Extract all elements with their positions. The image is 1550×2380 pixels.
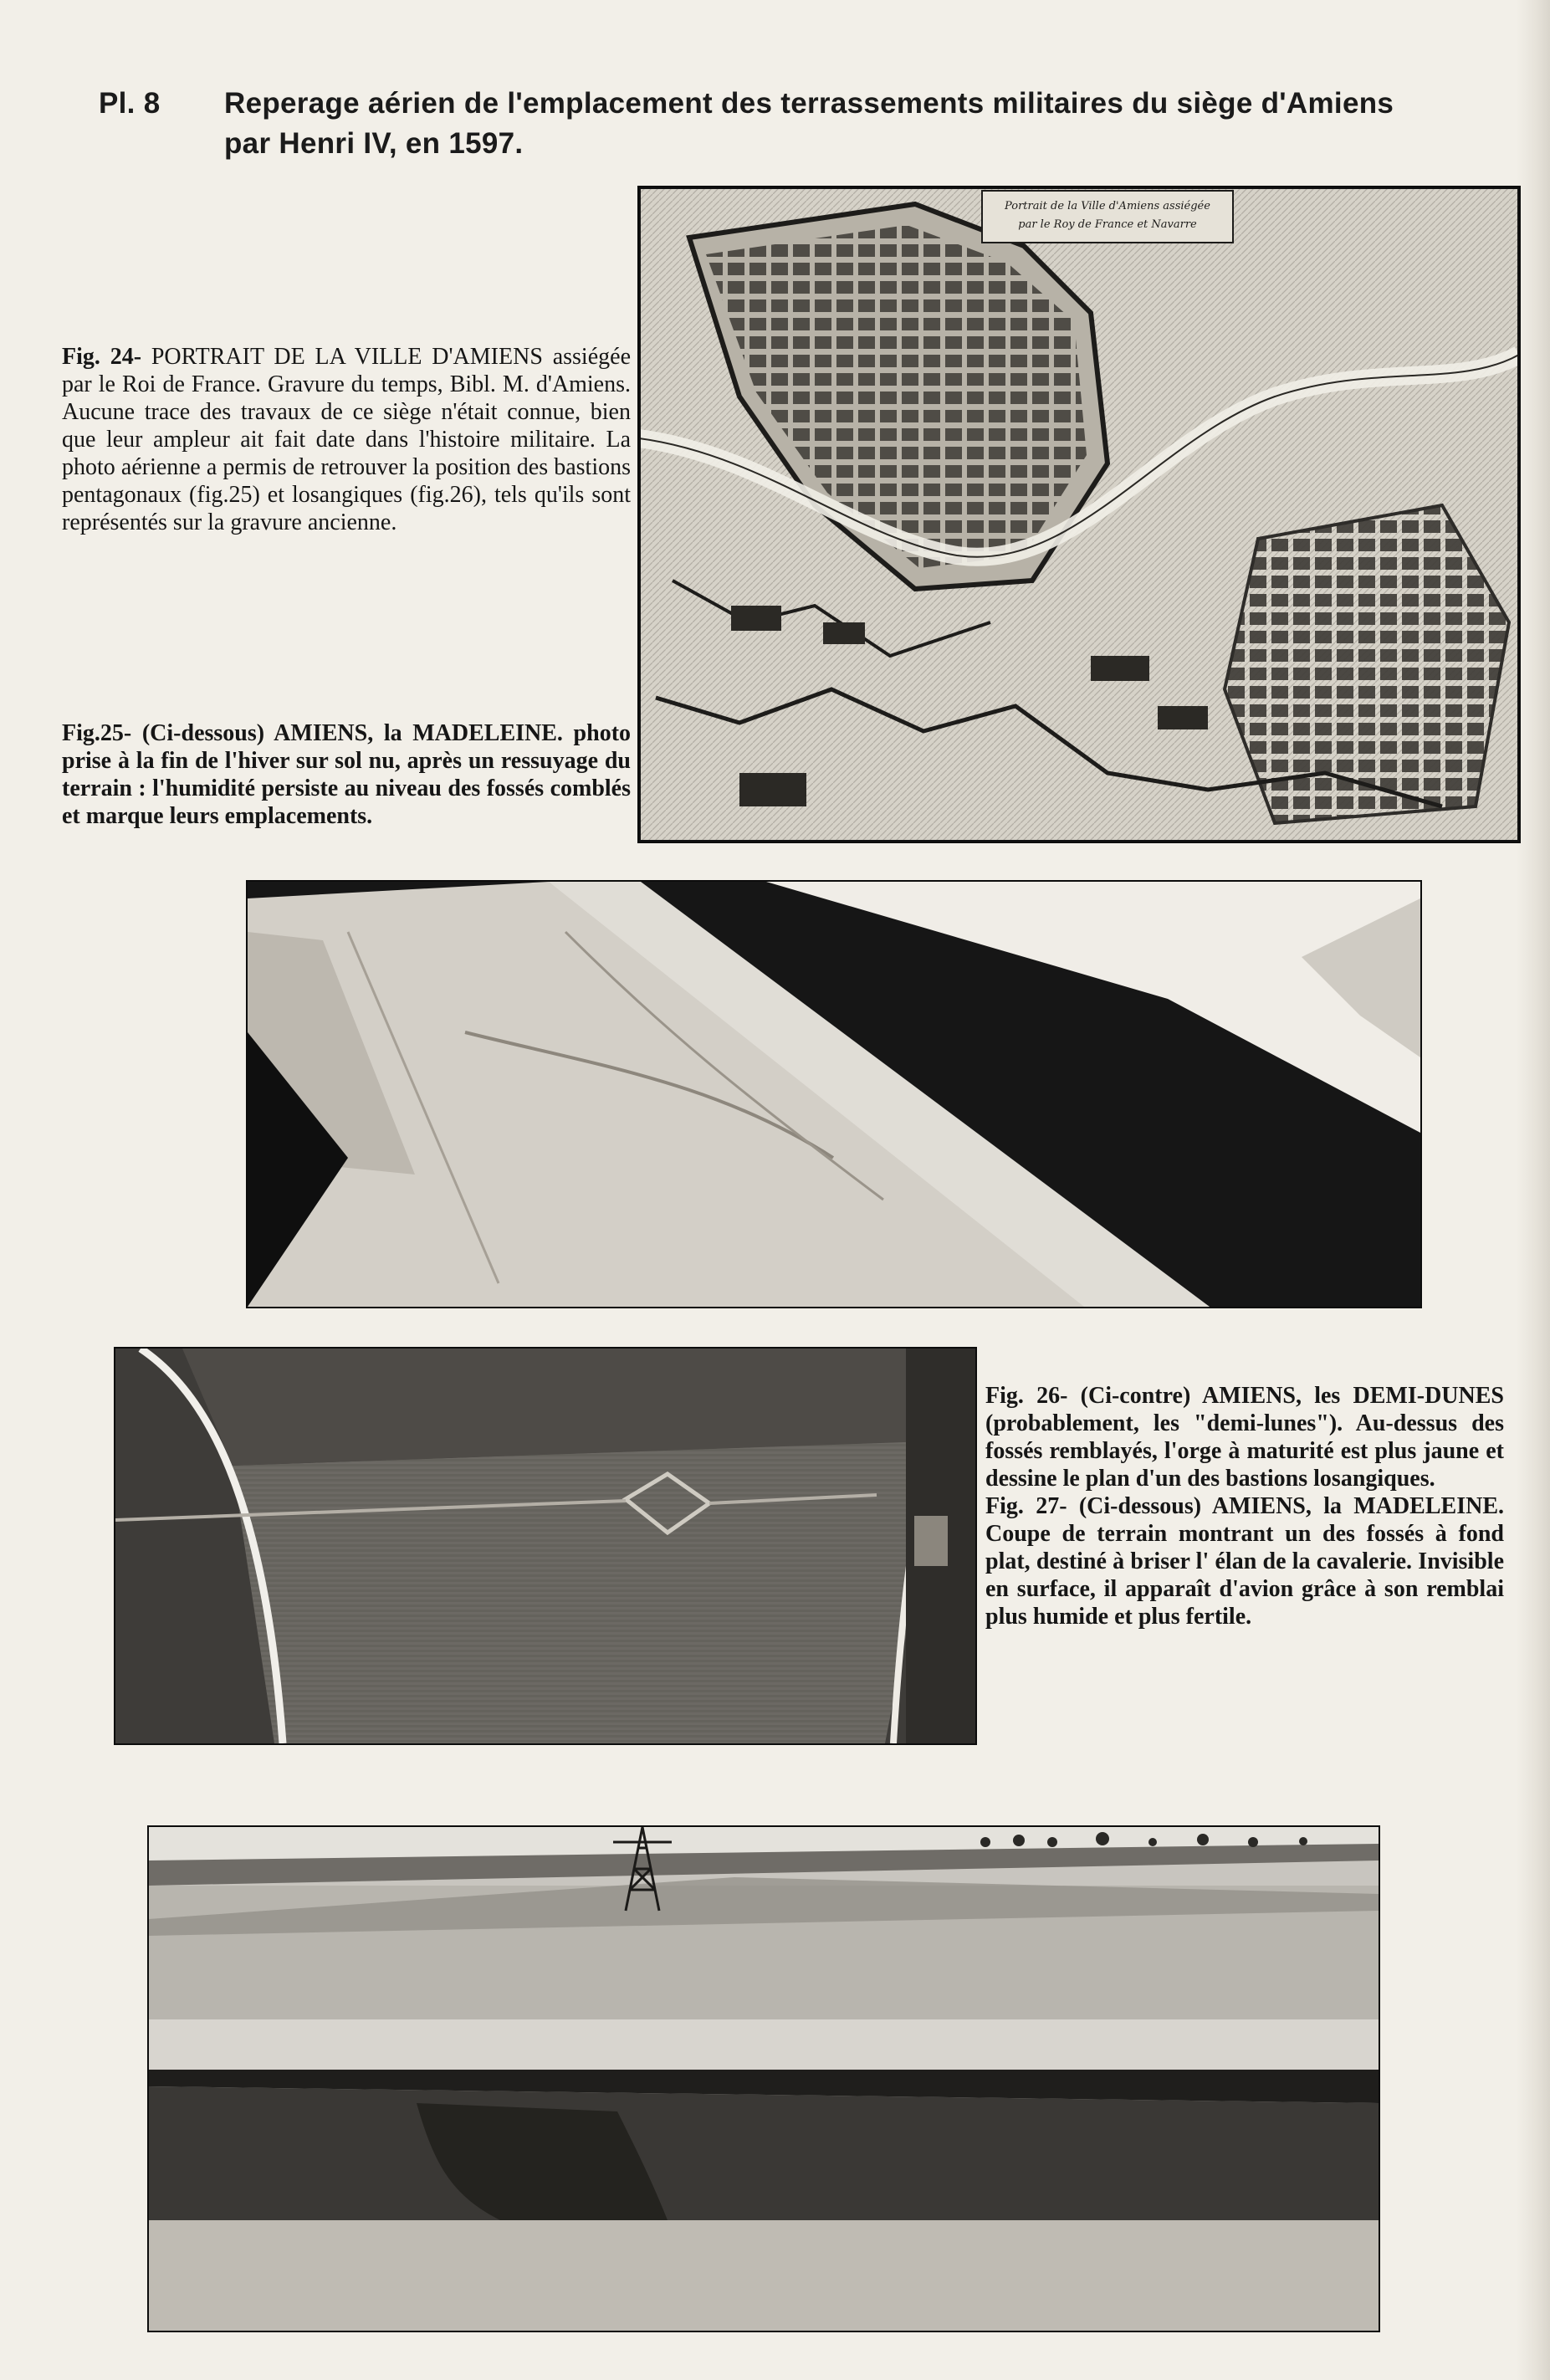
fig24-caption [62,343,631,536]
fig26-27-captions [985,1382,1504,1630]
fig26-text: (Ci-contre) AMIENS, les DEMI-DUNES (probablement, les "demi-lunes"). Au-dessus des fossés remblayés, l'orge à maturité est plus jaune et dessine le plan d'un des bastions losangiques. [985,1383,1504,1492]
engraving-cartouche-1: Portrait de la Ville d'Amiens assiégée [1005,200,1210,212]
title-line-2: par Henri IV, en 1597. [224,127,524,160]
engraving-cartouche-2: par le Roy de France et Navarre [1018,218,1197,231]
fig24-label: Fig. 24- [62,344,142,370]
plate-label: Pl. 8 [99,87,161,120]
page-title [99,84,1487,164]
fig25-caption [62,719,631,830]
fig24-text: PORTRAIT DE LA VILLE D'AMIENS assiégée par le Roi de France. Gravure du temps, Bibl. M. d'Amiens. Aucune trace des travaux de ce siège n'était connue, bien que leur ampleur ait fait date dans l'histoire militaire. La photo aérienne a permis de retrouver la position des bastions pentagonaux (fig.25) et losangiques (fig.26), tels qu'ils sont représentés sur la gravure ancienne. [62,344,631,535]
title-line-1: Reperage aérien de l'emplacement des terrassements militaires du siège d'Amiens [224,87,1394,120]
fig27-section-photo [147,1825,1380,2332]
fig25-aerial-photo [246,880,1422,1308]
page-edge [1517,0,1550,2380]
fig26-label: Fig. 26- [985,1383,1068,1409]
fig25-label: Fig.25- [62,720,132,746]
fig27-caption [985,1492,1504,1630]
fig26-aerial-photo [114,1347,977,1745]
fig26-caption [985,1382,1504,1492]
fig25-text: (Ci-dessous) AMIENS, la MADELEINE. photo prise à la fin de l'hiver sur sol nu, après un ressuyage du terrain : l'humidité persiste au niveau des fossés comblés et marque leurs emplacements. [62,720,632,829]
fig27-text: (Ci-dessous) AMIENS, la MADELEINE. Coupe de terrain montrant un des fossés à fond plat, destiné à briser l' élan de la cavalerie. Invisible en surface, il apparaît d'avion grâce à son remblai plus humide et plus fertile. [985,1493,1504,1630]
fig24-engraving-map [637,186,1521,843]
fig27-label: Fig. 27- [985,1493,1067,1519]
